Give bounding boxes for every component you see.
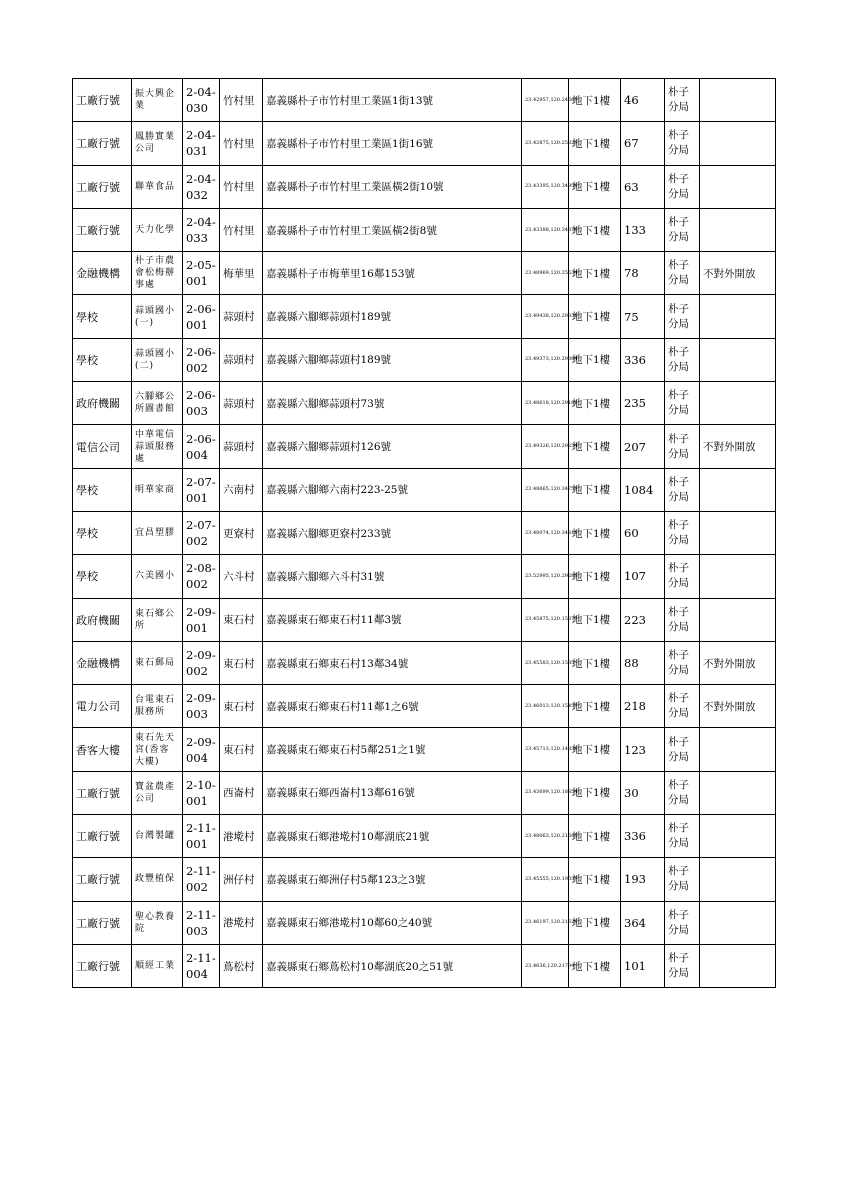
floor-cell: 地下1樓 bbox=[569, 425, 621, 468]
code-cell: 2-10-001 bbox=[183, 771, 220, 814]
address-cell: 嘉義縣東石鄉東石村13鄰34號 bbox=[263, 641, 522, 684]
category-cell: 工廠行號 bbox=[73, 208, 132, 251]
name-cell: 寶盆農產公司 bbox=[132, 771, 183, 814]
floor-cell: 地下1樓 bbox=[569, 165, 621, 208]
coordinates-cell: 23.48063,120.21685 bbox=[522, 815, 569, 858]
table-row bbox=[73, 944, 776, 987]
category-cell: 學校 bbox=[73, 555, 132, 598]
village-cell: 蔦松村 bbox=[220, 944, 263, 987]
name-cell: 東石郵局 bbox=[132, 641, 183, 684]
code-cell: 2-05-001 bbox=[183, 252, 220, 295]
capacity-cell: 336 bbox=[621, 338, 665, 381]
code-cell: 2-04-032 bbox=[183, 165, 220, 208]
capacity-cell: 207 bbox=[621, 425, 665, 468]
note-cell: 不對外開放 bbox=[700, 425, 776, 468]
code-cell: 2-11-001 bbox=[183, 815, 220, 858]
category-cell: 工廠行號 bbox=[73, 122, 132, 165]
name-cell: 天力化學 bbox=[132, 208, 183, 251]
village-cell: 竹村里 bbox=[220, 79, 263, 122]
address-cell: 嘉義縣六腳鄉蒜頭村189號 bbox=[263, 295, 522, 338]
floor-cell: 地下1樓 bbox=[569, 555, 621, 598]
code-cell: 2-09-002 bbox=[183, 641, 220, 684]
village-cell: 東石村 bbox=[220, 685, 263, 728]
floor-cell: 地下1樓 bbox=[569, 511, 621, 554]
code-cell: 2-08-002 bbox=[183, 555, 220, 598]
table-row bbox=[73, 555, 776, 598]
coordinates-cell: 23.49326,120.29234 bbox=[522, 425, 569, 468]
category-cell: 電力公司 bbox=[73, 685, 132, 728]
address-cell: 嘉義縣東石鄉東石村11鄰3號 bbox=[263, 598, 522, 641]
floor-cell: 地下1樓 bbox=[569, 295, 621, 338]
address-cell: 嘉義縣六腳鄉六南村223-25號 bbox=[263, 468, 522, 511]
village-cell: 六斗村 bbox=[220, 555, 263, 598]
note-cell bbox=[700, 295, 776, 338]
name-cell: 朴子市農會松梅辦事處 bbox=[132, 252, 183, 295]
address-cell: 嘉義縣東石鄉西崙村13鄰616號 bbox=[263, 771, 522, 814]
capacity-cell: 107 bbox=[621, 555, 665, 598]
police-station-cell: 朴子分局 bbox=[665, 555, 700, 598]
address-cell: 嘉義縣六腳鄉蒜頭村73號 bbox=[263, 382, 522, 425]
table-row bbox=[73, 252, 776, 295]
coordinates-cell: 23.52995,120.29285 bbox=[522, 555, 569, 598]
address-cell: 嘉義縣東石鄉洲仔村5鄰123之3號 bbox=[263, 858, 522, 901]
address-cell: 嘉義縣朴子市竹村里工業區1街16號 bbox=[263, 122, 522, 165]
name-cell: 東石先天宮(香客大樓) bbox=[132, 728, 183, 771]
capacity-cell: 46 bbox=[621, 79, 665, 122]
table-row bbox=[73, 165, 776, 208]
code-cell: 2-04-033 bbox=[183, 208, 220, 251]
note-cell bbox=[700, 901, 776, 944]
floor-cell: 地下1樓 bbox=[569, 252, 621, 295]
police-station-cell: 朴子分局 bbox=[665, 338, 700, 381]
floor-cell: 地下1樓 bbox=[569, 338, 621, 381]
floor-cell: 地下1樓 bbox=[569, 815, 621, 858]
category-cell: 工廠行號 bbox=[73, 901, 132, 944]
name-cell: 聯華食品 bbox=[132, 165, 183, 208]
table-row bbox=[73, 425, 776, 468]
coordinates-cell: 23.45555,120.19037 bbox=[522, 858, 569, 901]
category-cell: 工廠行號 bbox=[73, 79, 132, 122]
note-cell bbox=[700, 511, 776, 554]
capacity-cell: 101 bbox=[621, 944, 665, 987]
police-station-cell: 朴子分局 bbox=[665, 79, 700, 122]
name-cell: 聖心教養院 bbox=[132, 901, 183, 944]
village-cell: 西崙村 bbox=[220, 771, 263, 814]
floor-cell: 地下1樓 bbox=[569, 468, 621, 511]
coordinates-cell: 23.49373,120.29384 bbox=[522, 338, 569, 381]
name-cell: 台灣製罐 bbox=[132, 815, 183, 858]
category-cell: 工廠行號 bbox=[73, 815, 132, 858]
floor-cell: 地下1樓 bbox=[569, 901, 621, 944]
address-cell: 嘉義縣朴子市竹村里工業區橫2街8號 bbox=[263, 208, 522, 251]
table-row bbox=[73, 598, 776, 641]
address-cell: 嘉義縣朴子市竹村里工業區橫2街10號 bbox=[263, 165, 522, 208]
address-cell: 嘉義縣東石鄉港墘村10鄰60之40號 bbox=[263, 901, 522, 944]
table-row bbox=[73, 382, 776, 425]
village-cell: 東石村 bbox=[220, 598, 263, 641]
police-station-cell: 朴子分局 bbox=[665, 771, 700, 814]
table-row bbox=[73, 728, 776, 771]
police-station-cell: 朴子分局 bbox=[665, 685, 700, 728]
code-cell: 2-06-003 bbox=[183, 382, 220, 425]
note-cell bbox=[700, 165, 776, 208]
code-cell: 2-04-030 bbox=[183, 79, 220, 122]
code-cell: 2-09-001 bbox=[183, 598, 220, 641]
code-cell: 2-11-004 bbox=[183, 944, 220, 987]
capacity-cell: 1084 bbox=[621, 468, 665, 511]
police-station-cell: 朴子分局 bbox=[665, 252, 700, 295]
capacity-cell: 364 bbox=[621, 901, 665, 944]
floor-cell: 地下1樓 bbox=[569, 79, 621, 122]
address-cell: 嘉義縣東石鄉東石村5鄰251之1號 bbox=[263, 728, 522, 771]
table-row bbox=[73, 901, 776, 944]
note-cell bbox=[700, 555, 776, 598]
floor-cell: 地下1樓 bbox=[569, 728, 621, 771]
name-cell: 宜昌塑膠 bbox=[132, 511, 183, 554]
category-cell: 金融機構 bbox=[73, 641, 132, 684]
category-cell: 政府機關 bbox=[73, 382, 132, 425]
note-cell: 不對外開放 bbox=[700, 685, 776, 728]
address-cell: 嘉義縣朴子市竹村里工業區1街13號 bbox=[263, 79, 522, 122]
category-cell: 工廠行號 bbox=[73, 771, 132, 814]
code-cell: 2-06-004 bbox=[183, 425, 220, 468]
police-station-cell: 朴子分局 bbox=[665, 901, 700, 944]
village-cell: 蒜頭村 bbox=[220, 425, 263, 468]
coordinates-cell: 23.48618,120.29182 bbox=[522, 382, 569, 425]
address-cell: 嘉義縣東石鄉港墘村10鄰湖底21號 bbox=[263, 815, 522, 858]
village-cell: 蒜頭村 bbox=[220, 382, 263, 425]
coordinates-cell: 23.43699,120.18854 bbox=[522, 771, 569, 814]
village-cell: 洲仔村 bbox=[220, 858, 263, 901]
note-cell bbox=[700, 468, 776, 511]
village-cell: 蒜頭村 bbox=[220, 295, 263, 338]
note-cell: 不對外開放 bbox=[700, 252, 776, 295]
floor-cell: 地下1樓 bbox=[569, 208, 621, 251]
code-cell: 2-07-002 bbox=[183, 511, 220, 554]
category-cell: 學校 bbox=[73, 338, 132, 381]
name-cell: 六腳鄉公所圖書館 bbox=[132, 382, 183, 425]
note-cell bbox=[700, 598, 776, 641]
name-cell: 振大興企業 bbox=[132, 79, 183, 122]
table-row bbox=[73, 815, 776, 858]
coordinates-cell: 23.46197,120.21629 bbox=[522, 901, 569, 944]
capacity-cell: 336 bbox=[621, 815, 665, 858]
category-cell: 工廠行號 bbox=[73, 944, 132, 987]
table-row bbox=[73, 511, 776, 554]
table-row bbox=[73, 858, 776, 901]
police-station-cell: 朴子分局 bbox=[665, 425, 700, 468]
category-cell: 金融機構 bbox=[73, 252, 132, 295]
village-cell: 更寮村 bbox=[220, 511, 263, 554]
capacity-cell: 78 bbox=[621, 252, 665, 295]
code-cell: 2-06-002 bbox=[183, 338, 220, 381]
category-cell: 學校 bbox=[73, 468, 132, 511]
capacity-cell: 63 bbox=[621, 165, 665, 208]
address-cell: 嘉義縣六腳鄉更寮村233號 bbox=[263, 511, 522, 554]
village-cell: 竹村里 bbox=[220, 122, 263, 165]
name-cell: 台電東石服務所 bbox=[132, 685, 183, 728]
village-cell: 蒜頭村 bbox=[220, 338, 263, 381]
village-cell: 東石村 bbox=[220, 641, 263, 684]
capacity-cell: 218 bbox=[621, 685, 665, 728]
coordinates-cell: 23.42875,120.25823 bbox=[522, 122, 569, 165]
capacity-cell: 223 bbox=[621, 598, 665, 641]
table-row bbox=[73, 79, 776, 122]
name-cell: 中華電信蒜頭服務處 bbox=[132, 425, 183, 468]
category-cell: 電信公司 bbox=[73, 425, 132, 468]
floor-cell: 地下1樓 bbox=[569, 641, 621, 684]
floor-cell: 地下1樓 bbox=[569, 685, 621, 728]
village-cell: 梅華里 bbox=[220, 252, 263, 295]
name-cell: 政豐植保 bbox=[132, 858, 183, 901]
address-cell: 嘉義縣朴子市梅華里16鄰153號 bbox=[263, 252, 522, 295]
coordinates-cell: 23.48074,120.34811 bbox=[522, 511, 569, 554]
name-cell: 順經工業 bbox=[132, 944, 183, 987]
category-cell: 學校 bbox=[73, 511, 132, 554]
note-cell bbox=[700, 815, 776, 858]
code-cell: 2-09-003 bbox=[183, 685, 220, 728]
police-station-cell: 朴子分局 bbox=[665, 208, 700, 251]
capacity-cell: 133 bbox=[621, 208, 665, 251]
category-cell: 香客大樓 bbox=[73, 728, 132, 771]
capacity-cell: 30 bbox=[621, 771, 665, 814]
floor-cell: 地下1樓 bbox=[569, 771, 621, 814]
coordinates-cell: 23.45713,120.14838 bbox=[522, 728, 569, 771]
village-cell: 港墘村 bbox=[220, 901, 263, 944]
floor-cell: 地下1樓 bbox=[569, 122, 621, 165]
code-cell: 2-06-001 bbox=[183, 295, 220, 338]
floor-cell: 地下1樓 bbox=[569, 382, 621, 425]
shelter-table bbox=[72, 78, 776, 988]
coordinates-cell: 23.49438,120.29331 bbox=[522, 295, 569, 338]
table-row bbox=[73, 641, 776, 684]
code-cell: 2-07-001 bbox=[183, 468, 220, 511]
coordinates-cell: 23.4636,120.21794 bbox=[522, 944, 569, 987]
note-cell bbox=[700, 944, 776, 987]
police-station-cell: 朴子分局 bbox=[665, 598, 700, 641]
category-cell: 學校 bbox=[73, 295, 132, 338]
capacity-cell: 193 bbox=[621, 858, 665, 901]
village-cell: 竹村里 bbox=[220, 208, 263, 251]
police-station-cell: 朴子分局 bbox=[665, 728, 700, 771]
capacity-cell: 67 bbox=[621, 122, 665, 165]
capacity-cell: 123 bbox=[621, 728, 665, 771]
table-row bbox=[73, 771, 776, 814]
coordinates-cell: 23.48665,120.34753 bbox=[522, 468, 569, 511]
capacity-cell: 75 bbox=[621, 295, 665, 338]
note-cell bbox=[700, 858, 776, 901]
note-cell bbox=[700, 382, 776, 425]
floor-cell: 地下1樓 bbox=[569, 944, 621, 987]
code-cell: 2-11-003 bbox=[183, 901, 220, 944]
table-body bbox=[73, 79, 776, 988]
code-cell: 2-09-004 bbox=[183, 728, 220, 771]
address-cell: 嘉義縣六腳鄉蒜頭村189號 bbox=[263, 338, 522, 381]
police-station-cell: 朴子分局 bbox=[665, 122, 700, 165]
coordinates-cell: 23.45875,120.15377 bbox=[522, 598, 569, 641]
police-station-cell: 朴子分局 bbox=[665, 295, 700, 338]
table-row bbox=[73, 208, 776, 251]
category-cell: 政府機關 bbox=[73, 598, 132, 641]
table-row bbox=[73, 338, 776, 381]
police-station-cell: 朴子分局 bbox=[665, 382, 700, 425]
name-cell: 六美國小 bbox=[132, 555, 183, 598]
police-station-cell: 朴子分局 bbox=[665, 944, 700, 987]
floor-cell: 地下1樓 bbox=[569, 598, 621, 641]
name-cell: 蒜頭國小(二) bbox=[132, 338, 183, 381]
name-cell: 鳳勝實業公司 bbox=[132, 122, 183, 165]
address-cell: 嘉義縣東石鄉東石村11鄰1之6號 bbox=[263, 685, 522, 728]
note-cell bbox=[700, 771, 776, 814]
capacity-cell: 235 bbox=[621, 382, 665, 425]
coordinates-cell: 23.45583,120.1585 bbox=[522, 641, 569, 684]
category-cell: 工廠行號 bbox=[73, 858, 132, 901]
police-station-cell: 朴子分局 bbox=[665, 511, 700, 554]
table-row bbox=[73, 295, 776, 338]
table-row bbox=[73, 122, 776, 165]
note-cell bbox=[700, 79, 776, 122]
note-cell: 不對外開放 bbox=[700, 641, 776, 684]
name-cell: 明華家商 bbox=[132, 468, 183, 511]
police-station-cell: 朴子分局 bbox=[665, 468, 700, 511]
village-cell: 六南村 bbox=[220, 468, 263, 511]
capacity-cell: 60 bbox=[621, 511, 665, 554]
name-cell: 東石鄉公所 bbox=[132, 598, 183, 641]
floor-cell: 地下1樓 bbox=[569, 858, 621, 901]
police-station-cell: 朴子分局 bbox=[665, 858, 700, 901]
capacity-cell: 88 bbox=[621, 641, 665, 684]
coordinates-cell: 23.46013,120.15457 bbox=[522, 685, 569, 728]
coordinates-cell: 23.48969,120.25534 bbox=[522, 252, 569, 295]
table-row bbox=[73, 685, 776, 728]
table-row bbox=[73, 468, 776, 511]
name-cell: 蒜頭國小(一) bbox=[132, 295, 183, 338]
address-cell: 嘉義縣東石鄉蔦松村10鄰湖底20之51號 bbox=[263, 944, 522, 987]
police-station-cell: 朴子分局 bbox=[665, 815, 700, 858]
category-cell: 工廠行號 bbox=[73, 165, 132, 208]
code-cell: 2-04-031 bbox=[183, 122, 220, 165]
village-cell: 竹村里 bbox=[220, 165, 263, 208]
police-station-cell: 朴子分局 bbox=[665, 641, 700, 684]
note-cell bbox=[700, 338, 776, 381]
address-cell: 嘉義縣六腳鄉六斗村31號 bbox=[263, 555, 522, 598]
coordinates-cell: 23.43388,120.34876 bbox=[522, 208, 569, 251]
coordinates-cell: 23.42957,120.24687 bbox=[522, 79, 569, 122]
village-cell: 港墘村 bbox=[220, 815, 263, 858]
village-cell: 東石村 bbox=[220, 728, 263, 771]
address-cell: 嘉義縣六腳鄉蒜頭村126號 bbox=[263, 425, 522, 468]
note-cell bbox=[700, 122, 776, 165]
coordinates-cell: 23.43395,120.34958 bbox=[522, 165, 569, 208]
note-cell bbox=[700, 728, 776, 771]
police-station-cell: 朴子分局 bbox=[665, 165, 700, 208]
code-cell: 2-11-002 bbox=[183, 858, 220, 901]
note-cell bbox=[700, 208, 776, 251]
